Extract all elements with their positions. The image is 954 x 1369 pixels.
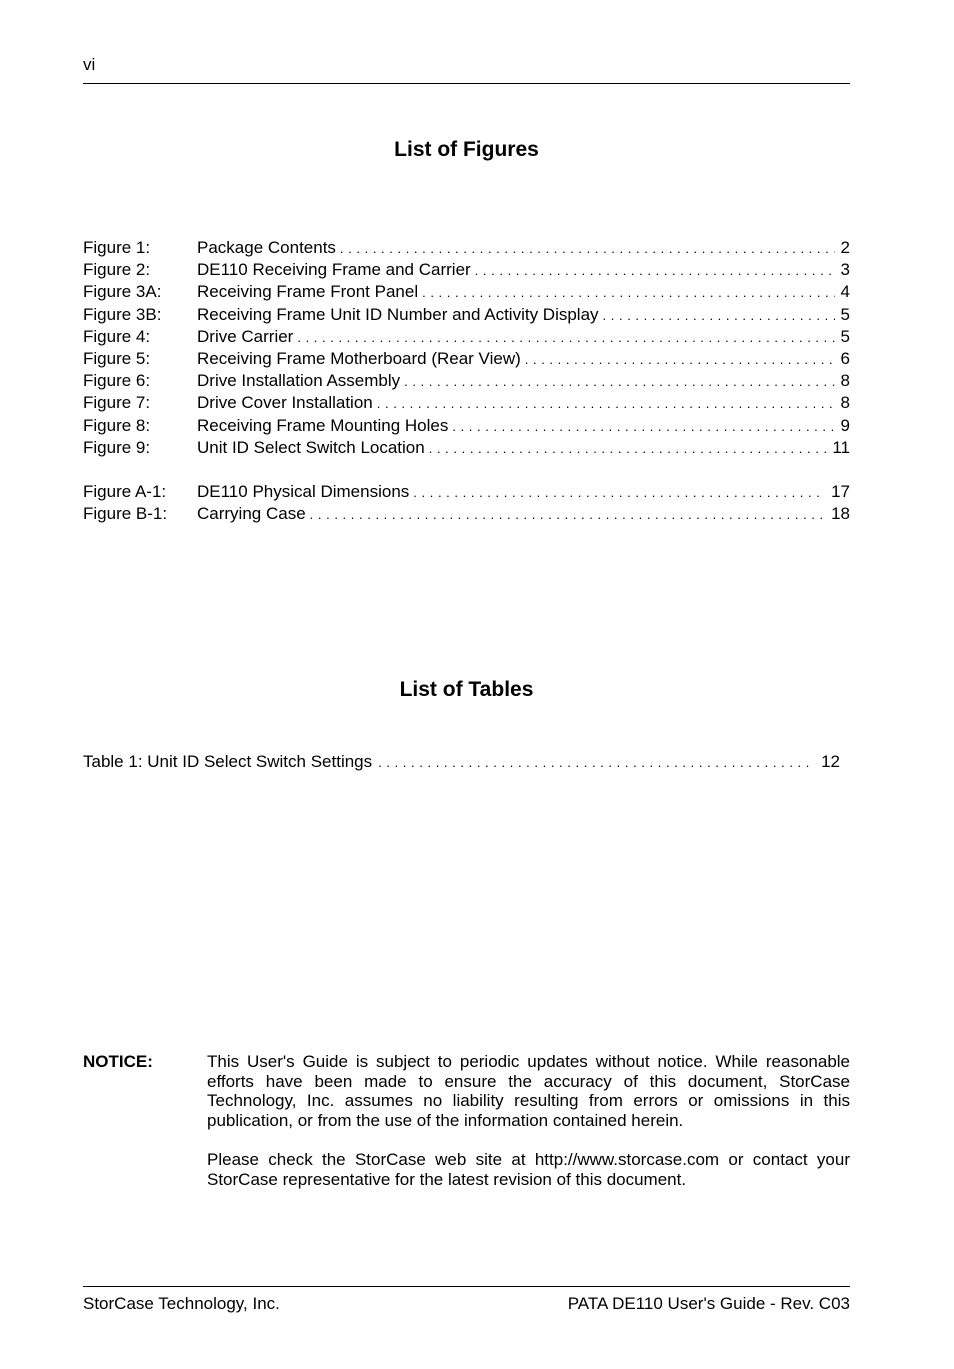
footer-rule bbox=[83, 1286, 850, 1287]
toc-row bbox=[83, 416, 850, 438]
figures-group-appendix bbox=[83, 482, 850, 526]
footer-document-title: PATA DE110 User's Guide - Rev. C03 bbox=[567, 1294, 850, 1313]
figure-number: Figure B-1: bbox=[83, 504, 168, 524]
header-rule bbox=[83, 83, 850, 84]
table-page: 12 bbox=[821, 752, 840, 771]
figure-page: 5 bbox=[840, 304, 850, 324]
dot-leader bbox=[429, 441, 827, 456]
list-of-figures-heading: List of Figures bbox=[394, 138, 539, 161]
figure-number: Figure 3A: bbox=[83, 282, 162, 302]
notice-paragraph: This User's Guide is subject to periodic updates without notice. While reasonable efforts have been made to ensure the accuracy of this document, StorCase Technology, Inc. assumes no liability resulting from errors or omissions in this publication, or from the use of the information contained herein. bbox=[207, 1052, 850, 1130]
figure-title: Unit ID Select Switch Location bbox=[197, 437, 425, 457]
toc-row bbox=[83, 260, 850, 282]
toc-row bbox=[83, 438, 850, 460]
figure-title: Receiving Frame Motherboard (Rear View) bbox=[197, 348, 521, 368]
figure-title: Receiving Frame Mounting Holes bbox=[197, 415, 449, 435]
table-title: Table 1: Unit ID Select Switch Settings bbox=[83, 752, 373, 771]
figure-page: 8 bbox=[840, 393, 850, 413]
dot-leader bbox=[378, 755, 815, 770]
figure-title: DE110 Physical Dimensions bbox=[197, 481, 410, 501]
figure-page: 17 bbox=[831, 481, 850, 501]
toc-row bbox=[83, 238, 850, 260]
toc-row bbox=[83, 349, 850, 371]
group-gap bbox=[83, 460, 850, 482]
figure-page: 11 bbox=[832, 437, 850, 457]
dot-leader bbox=[297, 330, 834, 345]
dot-leader bbox=[404, 374, 834, 389]
figure-page: 8 bbox=[840, 371, 850, 391]
dot-leader bbox=[310, 507, 825, 522]
figure-page: 4 bbox=[840, 282, 850, 302]
toc-row bbox=[83, 305, 850, 327]
figure-number: Figure 1: bbox=[83, 238, 151, 257]
dot-leader bbox=[475, 263, 835, 278]
figure-number: Figure 9: bbox=[83, 437, 151, 457]
dot-leader bbox=[603, 308, 835, 323]
figure-title: Carrying Case bbox=[197, 504, 306, 524]
dot-leader bbox=[525, 352, 835, 367]
toc-row bbox=[83, 752, 840, 774]
figure-title: Drive Carrier bbox=[197, 326, 294, 346]
figure-page: 5 bbox=[840, 326, 850, 346]
tables-list bbox=[83, 752, 840, 774]
figure-page: 2 bbox=[840, 238, 850, 257]
toc-row bbox=[83, 504, 850, 526]
toc-row bbox=[83, 371, 850, 393]
figure-title: DE110 Receiving Frame and Carrier bbox=[197, 260, 471, 280]
figure-number: Figure 5: bbox=[83, 348, 151, 368]
figure-page: 18 bbox=[831, 504, 850, 524]
figures-list bbox=[83, 238, 850, 526]
dot-leader bbox=[377, 396, 835, 411]
page-number: vi bbox=[83, 55, 96, 74]
toc-row bbox=[83, 482, 850, 504]
dot-leader bbox=[340, 241, 835, 256]
figure-number: Figure 4: bbox=[83, 326, 151, 346]
figure-number: Figure A-1: bbox=[83, 481, 167, 501]
figure-page: 9 bbox=[840, 415, 850, 435]
toc-row bbox=[83, 393, 850, 415]
dot-leader bbox=[452, 419, 834, 434]
figure-number: Figure 3B: bbox=[83, 304, 162, 324]
list-of-tables-heading: List of Tables bbox=[399, 678, 534, 701]
figure-title: Drive Cover Installation bbox=[197, 393, 373, 413]
figures-group-main bbox=[83, 238, 850, 460]
figure-number: Figure 2: bbox=[83, 260, 151, 280]
notice-body bbox=[207, 1052, 850, 1209]
notice-label: NOTICE: bbox=[83, 1052, 153, 1071]
figure-number: Figure 8: bbox=[83, 415, 151, 435]
figure-page: 6 bbox=[840, 348, 850, 368]
notice-paragraph: Please check the StorCase web site at http://www.storcase.com or contact your StorCase representative for the latest revision of this document. bbox=[207, 1150, 850, 1189]
figure-title: Receiving Frame Front Panel bbox=[197, 282, 419, 302]
figure-page: 3 bbox=[840, 260, 850, 280]
figure-title: Receiving Frame Unit ID Number and Activity Display bbox=[197, 304, 599, 324]
figure-title: Drive Installation Assembly bbox=[197, 371, 401, 391]
figure-number: Figure 7: bbox=[83, 393, 151, 413]
dot-leader bbox=[413, 485, 825, 500]
footer-company: StorCase Technology, Inc. bbox=[83, 1294, 280, 1313]
figure-number: Figure 6: bbox=[83, 371, 151, 391]
figure-title: Package Contents bbox=[197, 238, 336, 257]
toc-row bbox=[83, 327, 850, 349]
dot-leader bbox=[422, 285, 834, 300]
toc-row bbox=[83, 282, 850, 304]
